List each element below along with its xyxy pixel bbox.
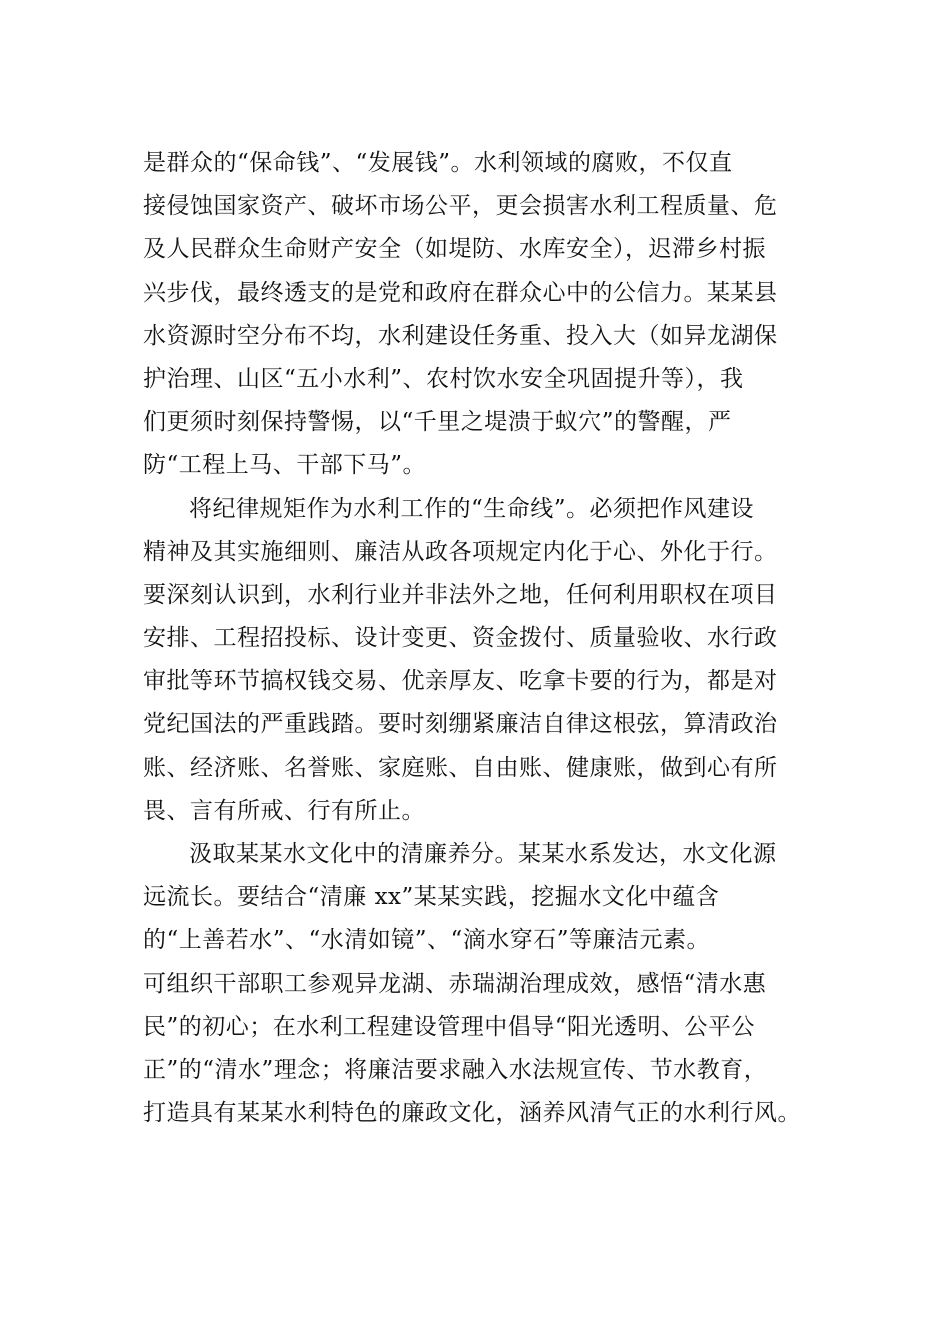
text-line: 护治理、山区“五小水利”、农村饮水安全巩固提升等），我 [143,365,744,392]
text-line: 正”的“清水”理念；将廉洁要求融入水法规宣传、节水教育， [143,1056,768,1083]
text-line: 远流长。要结合“清廉 xx”某某实践，挖掘水文化中蕴含 [143,884,720,911]
text-line: 可组织干部职工参观异龙湖、赤瑞湖治理成效，感悟“清水惠 [143,970,767,997]
text-line: 及人民群众生命财产安全（如堤防、水库安全），迟滞乡村振 [143,236,766,263]
text-line: 水资源时空分布不均，水利建设任务重、投入大（如异龙湖保 [143,322,778,349]
text-line: 汲取某某水文化中的清廉养分。某某水系发达，水文化源 [189,841,777,867]
text-line: 将纪律规矩作为水利工作的“生命线”。必须把作风建设 [189,495,755,522]
text-line: 党纪国法的严重践踏。要时刻绷紧廉洁自律这根弦，算清政治 [143,711,778,738]
text-line: 的“上善若水”、“水清如镜”、“滴水穿石”等廉洁元素。 [143,927,711,954]
text-line: 防“工程上马、干部下马”。 [143,452,427,479]
text-line: 安排、工程招投标、设计变更、资金拨付、质量验收、水行政 [143,625,778,652]
text-line: 们更须时刻保持警惕，以“千里之堤溃于蚁穴”的警醒，严 [143,409,732,436]
text-line: 接侵蚀国家资产、破坏市场公平，更会损害水利工程质量、危 [143,193,778,220]
text-line: 审批等环节搞权钱交易、优亲厚友、吃拿卡要的行为，都是对 [143,668,778,695]
text-line: 是群众的“保命钱”、“发展钱”。水利领域的腐败，不仅直 [143,150,733,176]
text-line: 兴步伐，最终透支的是党和政府在群众心中的公信力。某某县 [143,279,778,306]
paragraph-water-corruption [143,142,843,488]
document-body [143,142,843,1135]
text-line: 要深刻认识到，水利行业并非法外之地，任何利用职权在项目 [143,581,778,608]
paragraph-water-culture [143,833,843,1135]
text-line: 民”的初心；在水利工程建设管理中倡导“阳光透明、公平公 [143,1013,756,1040]
text-line: 打造具有某某水利特色的廉政文化，涵养风清气正的水利行风。 [143,1100,801,1127]
paragraph-discipline-lifeline [143,488,843,834]
text-line: 精神及其实施细则、廉洁从政各项规定内化于心、外化于行。 [143,538,778,565]
text-line: 畏、言有所戒、行有所止。 [143,797,425,824]
text-line: 账、经济账、名誉账、家庭账、自由账、健康账，做到心有所 [143,754,778,781]
